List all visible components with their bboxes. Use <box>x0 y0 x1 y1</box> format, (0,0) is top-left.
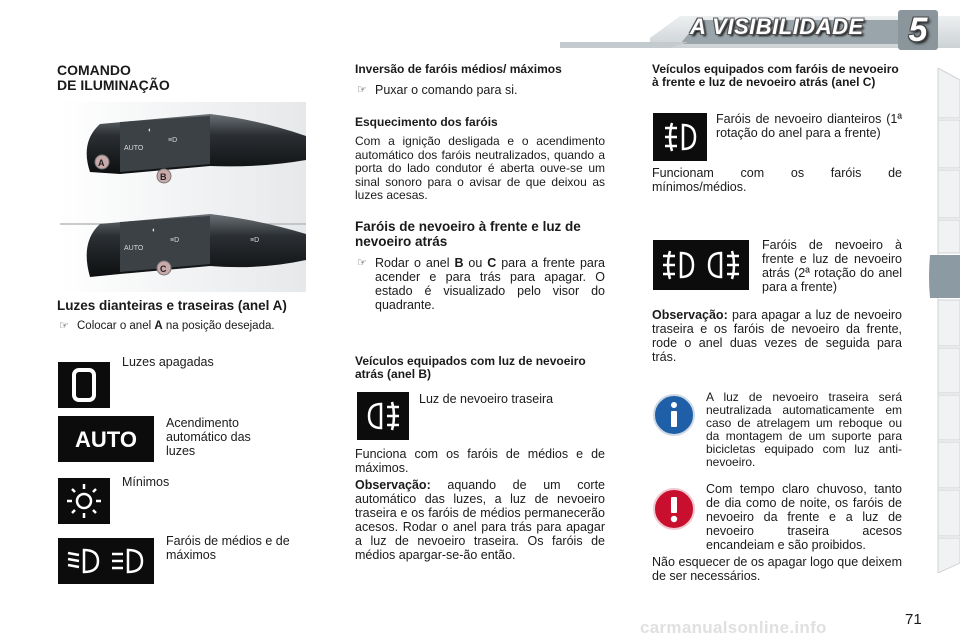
lever-label-b: B <box>160 172 167 182</box>
bullet-pull-stalk: ☞ Puxar o comando para si. <box>357 83 518 97</box>
sidelights-icon <box>58 478 110 524</box>
text-warning-switch-off: Não esquecer de os apagar logo que deixem de ser necessários. <box>652 555 902 583</box>
label-auto-lights: Acendimento automático das luzes <box>166 416 251 458</box>
bullet-rotate-ring: ☞ Rodar o anel B ou C para a frente para acender e para trás para apagar. O estado é visualizado pelo visor do quadrante. <box>357 255 605 312</box>
lever-label-c: C <box>160 264 167 274</box>
watermark: carmanualsonline.info <box>640 618 827 637</box>
label-front-fog-lights: Faróis de nevoeiro dianteiros (1ª rotação do anel para a frente) <box>716 112 902 140</box>
lever-label-a: A <box>98 158 105 168</box>
front-rear-fog-lights-icon <box>653 240 749 290</box>
text-lights-reminder: Com a ignição desligada e o acendimento automático dos faróis neutralizados, quando a porta do lado condutor é aberta ouve-se um sinal sonoro para o avisar de que deixou as luzes acesas. <box>355 134 605 203</box>
section-title-front-rear-lights: Luzes dianteiras e traseiras (anel A) <box>57 298 287 313</box>
section-title-fog-ring-c: Veículos equipados com faróis de nevoeiro à frente e luz de nevoeiro atrás (anel C) <box>652 62 899 89</box>
section-title-lighting-control: COMANDO DE ILUMINAÇÃO <box>57 62 170 93</box>
page-number: 71 <box>905 611 922 628</box>
svg-text:AUTO: AUTO <box>124 145 144 152</box>
text-fog-off-observation: Observação: para apagar a luz de nevoeiro traseira e os faróis de nevoeiro da frente, rode o anel duas vezes de seguida para trás. <box>652 308 902 364</box>
section-title-fog-lights: Faróis de nevoeiro à frente e luz de nevoeiro atrás <box>355 218 581 249</box>
svg-text:AUTO: AUTO <box>75 427 137 452</box>
svg-text:◐: ◐ <box>148 127 153 134</box>
chapter-title: A VISIBILIDADE <box>690 14 864 39</box>
rear-fog-light-icon <box>357 392 409 440</box>
section-title-beam-switch: Inversão de faróis médios/ máximos <box>355 62 562 76</box>
svg-text:≡D: ≡D <box>170 237 180 244</box>
chapter-number: 5 <box>908 11 928 49</box>
pointer-icon: ☞ <box>59 320 69 332</box>
front-fog-light-icon <box>653 113 707 161</box>
auto-text-icon <box>58 416 154 462</box>
headlights-icon <box>58 538 154 584</box>
side-tab-strip <box>928 68 960 573</box>
pointer-icon: ☞ <box>357 256 367 269</box>
section-title-rear-fog-ring-b: Veículos equipados com luz de nevoeiro atrás (anel B) <box>355 354 586 381</box>
svg-text:◐: ◐ <box>152 227 157 234</box>
label-dipped-main-beam: Faróis de médios e de máximos <box>166 534 290 562</box>
label-rear-fog-light: Luz de nevoeiro traseira <box>419 392 554 406</box>
svg-text:≡D: ≡D <box>168 137 178 144</box>
label-sidelights: Mínimos <box>122 475 170 489</box>
text-rear-fog-observation: Observação: aquando de um corte automático das luzes, a luz de nevoeiro traseira e os faróis de médios permanecerão acesos. Rodar o anel para trás para apagar a luz de nevoeiro traseira. Os faróis de médios apargar-se-ão então. <box>355 478 605 562</box>
text-front-fog-operation: Funcionam com os faróis de mínimos/médios. <box>652 166 902 194</box>
zero-symbol-icon <box>58 362 110 408</box>
label-lights-off: Luzes apagadas <box>122 355 214 369</box>
text-warning-fog-dazzle: Com tempo claro chuvoso, tanto de dia como de noite, os faróis de nevoeiro da frente e a luz de nevoeiro traseira acesos encandeiam e são proibidos. Não esquecer de os apagar logo que deixem de ser necessários. <box>652 482 902 583</box>
section-title-lights-reminder: Esquecimento dos faróis <box>355 115 498 129</box>
bullet-ring-a: ☞ Colocar o anel A na posição desejada. <box>59 320 275 332</box>
text-info-rear-fog-towing: A luz de nevoeiro traseira será neutralizada automaticamente em caso de atrelagem um reboque ou da montagem de um suporte para bicicletas equipado com luz anti-nevoeiro. <box>706 390 902 469</box>
svg-text:≡D: ≡D <box>250 237 260 244</box>
label-front-rear-fog-lights: Faróis de nevoeiro à frente e luz de nevoeiro atrás (2ª rotação do anel para a frente) <box>762 238 902 294</box>
info-icon <box>652 393 696 437</box>
svg-text:AUTO: AUTO <box>124 245 144 252</box>
text-rear-fog-operation: Funciona com os faróis de médios e de máximos. <box>355 447 605 475</box>
pointer-icon: ☞ <box>357 84 367 96</box>
lighting-stalk-illustration <box>60 102 306 292</box>
